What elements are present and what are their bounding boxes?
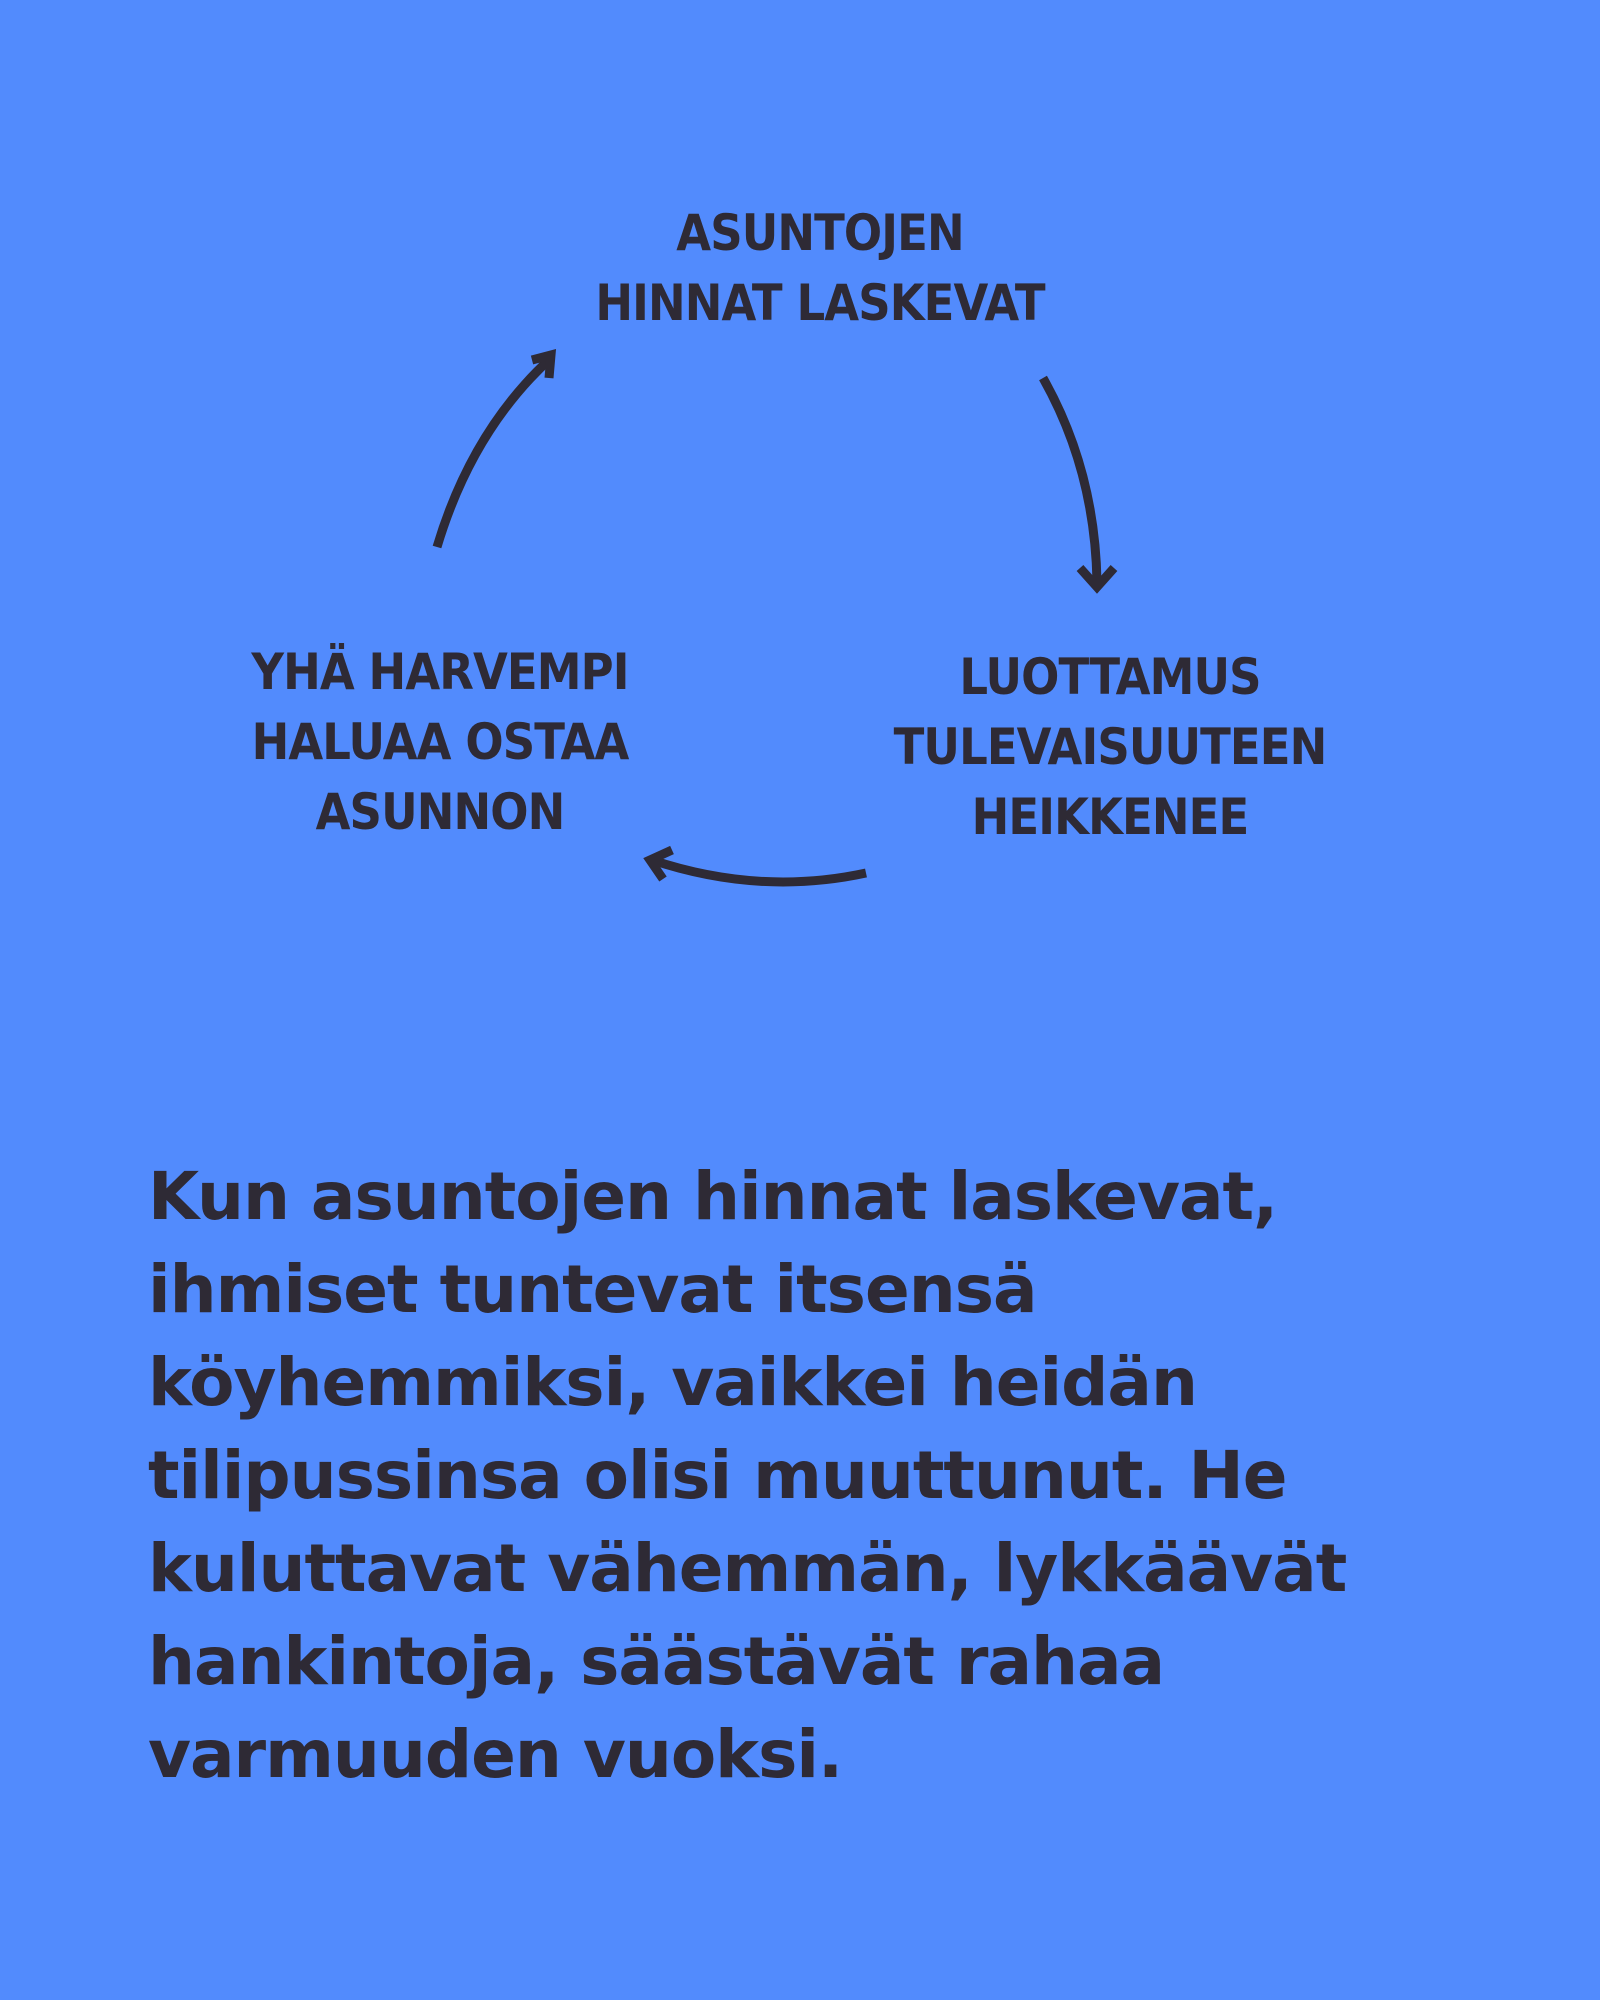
node-line: HINNAT LASKEVAT [595,274,1045,332]
node-line: ASUNTOJEN [676,204,964,262]
node-line: YHÄ HARVEMPI [251,643,629,701]
explanation-paragraph: Kun asuntojen hinnat laskevat, ihmiset tuntevat itsensä köyhemmiksi, vaikkei heidän tilipussinsa olisi muuttunut. He kuluttavat vähemmän, lykkäävät hankintoja, säästävät rahaa varmuuden vuoksi. [148,1158,1347,1793]
arrow-right-to-left [652,860,866,882]
node-line: HALUAA OSTAA [251,713,629,771]
arrow-left-to-top [437,358,551,547]
node-line: ASUNNON [315,783,565,841]
node-line: HEIKKENEE [971,788,1249,846]
node-line: LUOTTAMUS [959,648,1261,706]
node-line: TULEVAISUUTEEN [893,718,1327,776]
arrow-top-to-right [1043,378,1097,582]
